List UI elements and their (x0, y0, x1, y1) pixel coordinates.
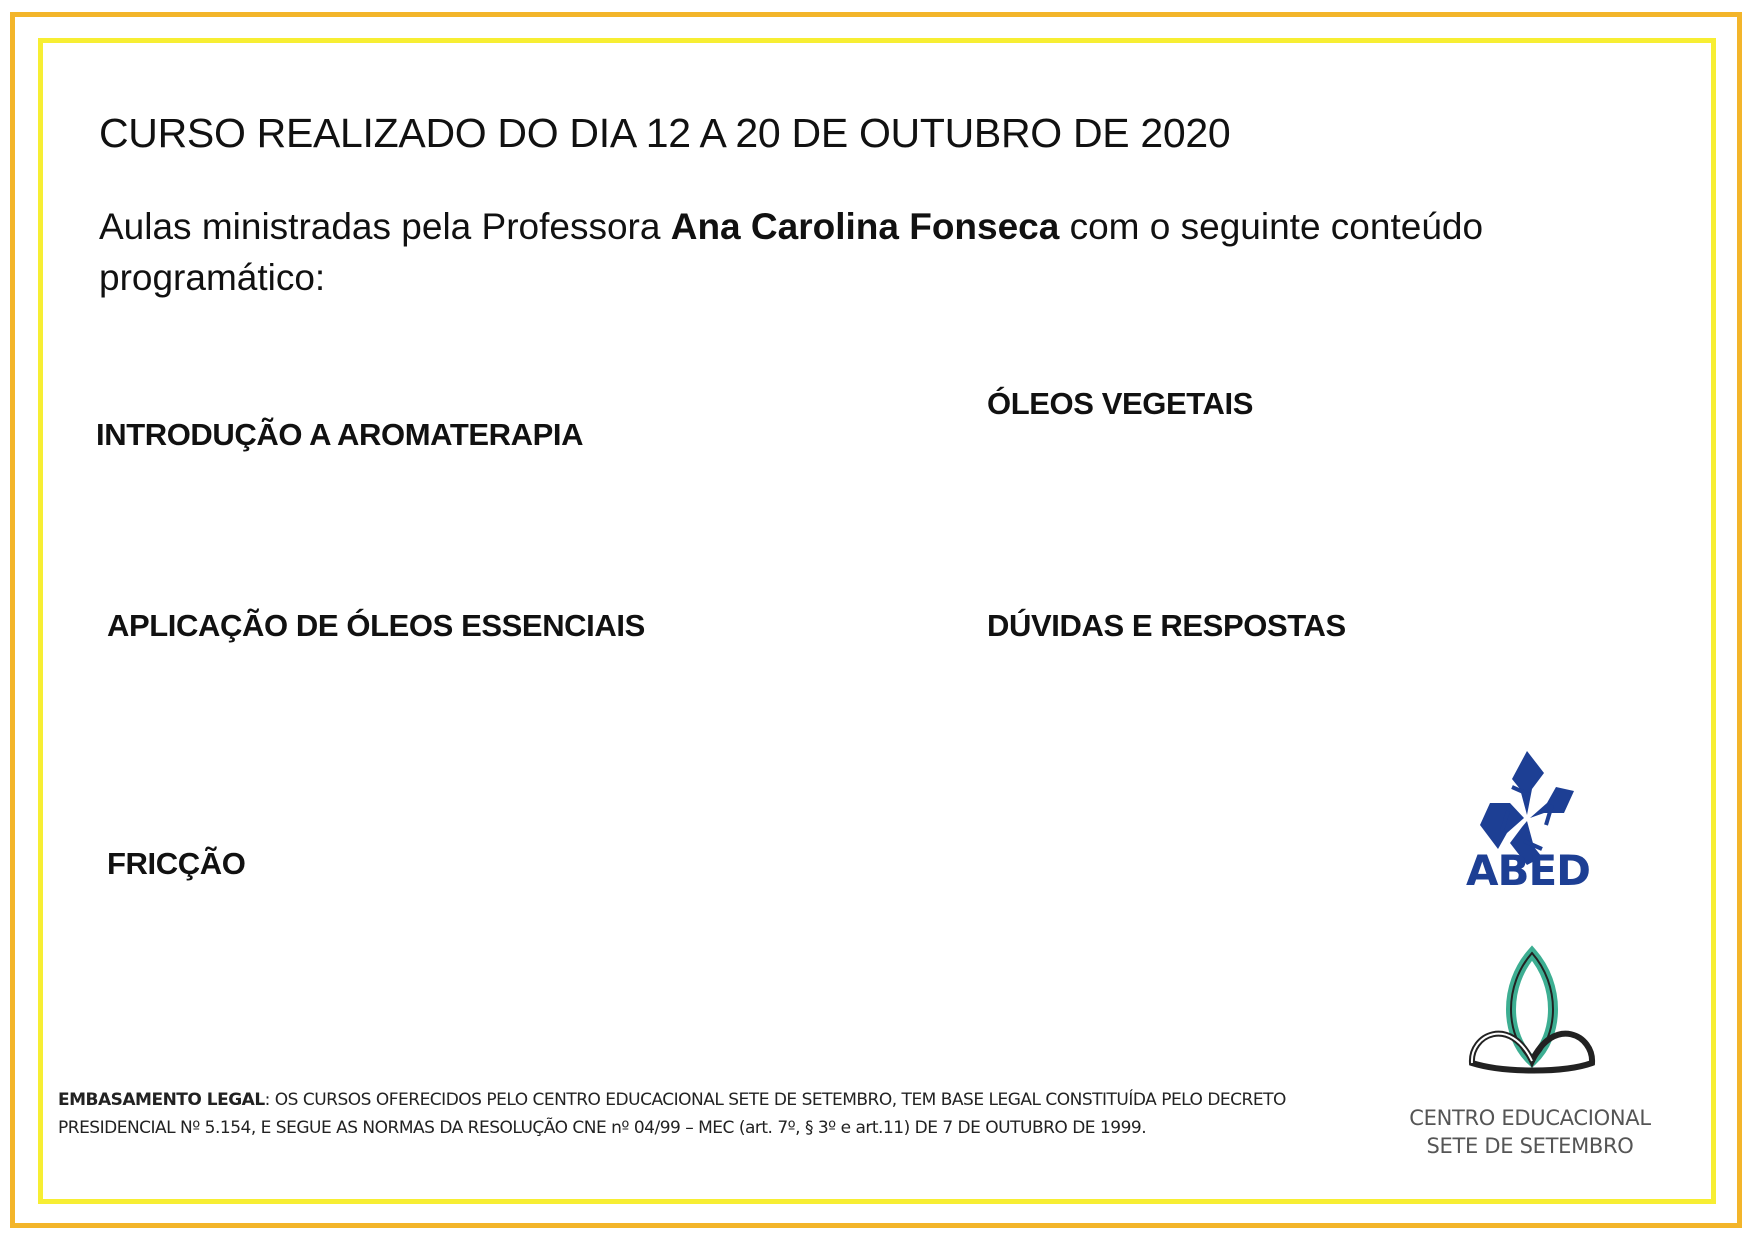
course-title: CURSO REALIZADO DO DIA 12 A 20 DE OUTUBRO DE 2020 (99, 110, 1231, 156)
ces-wordmark (1380, 1104, 1680, 1160)
ces-line-2: SETE DE SETEMBRO (1426, 1134, 1634, 1158)
ces-triquetra-icon (1464, 945, 1600, 1075)
legal-text: : OS CURSOS OFERECIDOS PELO CENTRO EDUCACIONAL SETE DE SETEMBRO, TEM BASE LEGAL CONSTITUÍDA PELO DECRETO PRESIDENCIAL Nº 5.154, E SEGUE AS NORMAS DA RESOLUÇÃO CNE nº 04/99 – MEC (art. 7º, § 3º e art.11) DE 7 DE OUTUBRO DE 1999. (58, 1090, 1286, 1138)
intro-prefix: Aulas ministradas pela Professora (99, 206, 671, 247)
intro-suffix: com o seguinte conteúdo programático: (99, 206, 1484, 298)
topic-introducao: INTRODUÇÃO A AROMATERAPIA (96, 417, 584, 452)
topic-duvidas: DÚVIDAS E RESPOSTAS (987, 608, 1346, 643)
legal-label: EMBASAMENTO LEGAL (58, 1090, 265, 1110)
topic-oleos-vegetais: ÓLEOS VEGETAIS (987, 386, 1253, 421)
teacher-name: Ana Carolina Fonseca (670, 206, 1060, 247)
legal-basis (58, 1086, 1298, 1142)
ces-line-1: CENTRO EDUCACIONAL (1409, 1106, 1651, 1130)
course-intro (99, 201, 1519, 303)
abed-wordmark: ABED (1465, 846, 1591, 895)
topic-aplicacao: APLICAÇÃO DE ÓLEOS ESSENCIAIS (107, 608, 645, 643)
topic-friccao: FRICÇÃO (107, 846, 246, 881)
